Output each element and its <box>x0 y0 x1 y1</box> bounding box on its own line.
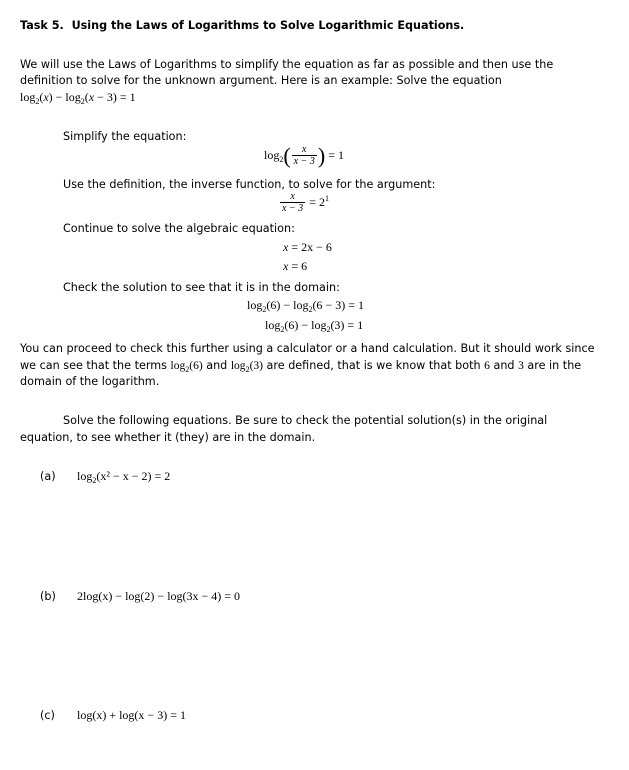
intro-line-1: We will use the Laws of Logarithms to simplify the equation as far as possible and then use the <box>20 58 554 71</box>
simplify-label: Simplify the equation: <box>63 130 187 143</box>
example-equation: $\log_2(x) - \log_2(x - 3) = 1$ <box>20 90 136 106</box>
intro-line-2: definition to solve for the unknown argument. Here is an example: Solve the equation <box>20 74 502 87</box>
problem-c-equation: log(x) + log(x − 3) = 1 <box>77 708 186 722</box>
inverse-label: Use the definition, the inverse function, to solve for the argument: <box>63 178 436 191</box>
simplified-equation: $\log_2$( $\frac{x}{x - 3}$ ) = 1 <box>264 143 344 168</box>
proceed-line-2: we can see that the terms $\log_2(6)$ and $\log_2(3)$ are defined, that is we know that both 6 and 3 are in the <box>20 359 582 374</box>
proceed-line-1: You can proceed to check this further using a calculator or a hand calculation. But it should work since <box>20 342 595 355</box>
inverse-equation: $\frac{x}{x - 3}$ = $2^1$ <box>282 191 329 214</box>
problem-a-label: (a) <box>40 470 56 483</box>
instructions-line-2: equation, to see whether it (they) are in the domain. <box>20 431 316 444</box>
check-line-1: $\log_2(6) - \log_2(6 - 3) = 1$ <box>247 298 364 314</box>
problem-c-label: (c) <box>40 709 55 722</box>
task-title: Using the Laws of Logarithms to Solve Logarithmic Equations. <box>71 19 465 32</box>
task-number: Task 5. <box>20 19 64 32</box>
problem-b-label: (b) <box>40 590 56 603</box>
task-heading <box>20 18 464 33</box>
algebra-line-2: x = 6 <box>283 259 308 273</box>
algebra-line-1: x = 2x − 6 <box>283 240 332 254</box>
problem-a-equation: $\log_2(x^2 - x - 2) = 2$ <box>77 469 171 485</box>
check-line-2: $\log_2(6) - \log_2(3) = 1$ <box>265 318 364 334</box>
proceed-line-3: domain of the logarithm. <box>20 375 160 388</box>
check-label: Check the solution to see that it is in the domain: <box>63 281 340 294</box>
problem-b-equation: 2log(x) − log(2) − log(3x − 4) = 0 <box>77 589 241 603</box>
continue-label: Continue to solve the algebraic equation: <box>63 222 295 235</box>
instructions-line-1: Solve the following equations. Be sure to check the potential solution(s) in the original <box>63 414 548 427</box>
